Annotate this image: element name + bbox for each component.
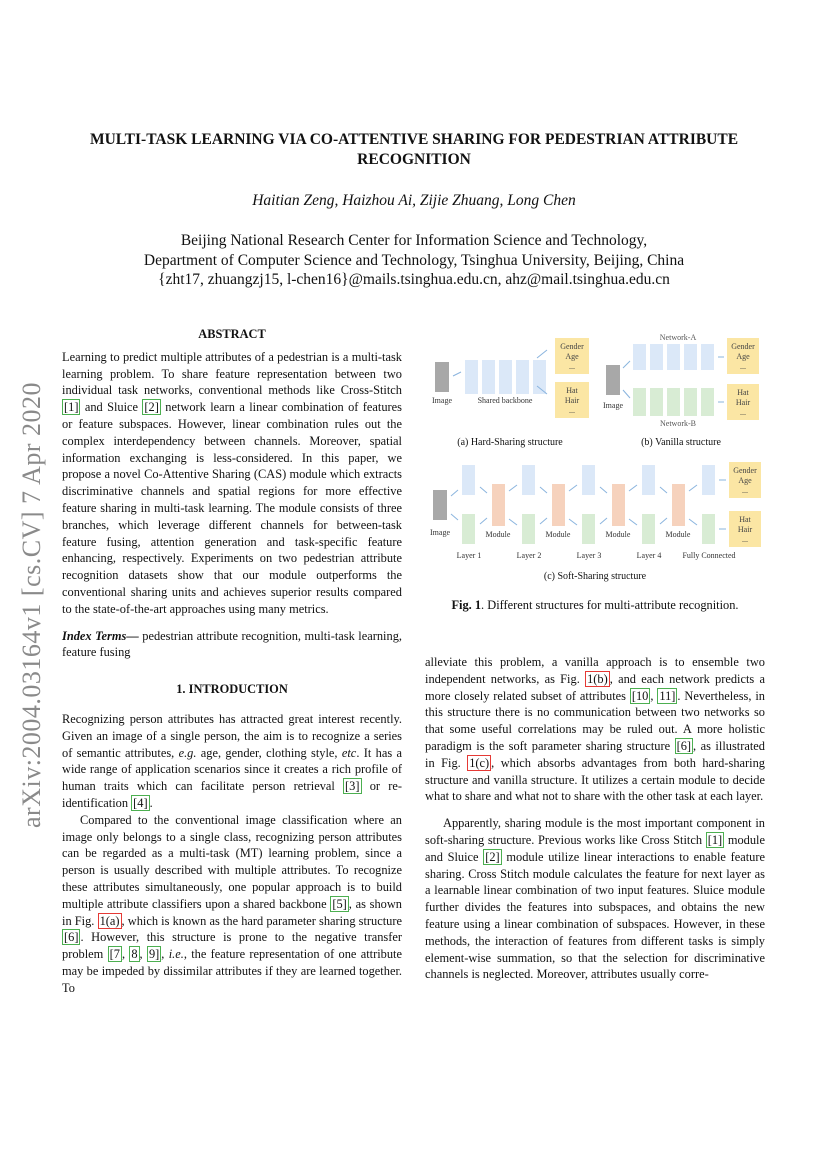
image-label: Image [603, 401, 623, 410]
module-block [492, 484, 505, 526]
figure-diagram [425, 328, 765, 598]
arrow [509, 519, 517, 525]
module-label: Module [545, 530, 571, 539]
net-b-block [701, 388, 714, 416]
arxiv-stamp [8, 370, 56, 840]
net-b-block [684, 388, 697, 416]
net-b-block [667, 388, 680, 416]
input-image-block [606, 365, 620, 395]
net-b-block [633, 388, 646, 416]
net-a-block [701, 344, 714, 370]
module-block [672, 484, 685, 526]
label-hat: Hat [739, 515, 751, 524]
arrow [451, 514, 458, 520]
label-hair: Hair [735, 398, 751, 407]
figure-link[interactable]: 1(c) [469, 755, 490, 770]
citation-link[interactable]: [6] [676, 738, 692, 753]
authors: Haitian Zeng, Haizhou Ai, Zijie Zhuang, Long Chen [252, 192, 576, 209]
net-a-block [650, 344, 663, 370]
arrow [600, 518, 607, 524]
label-dots: ... [742, 535, 748, 544]
layer-block-top [522, 465, 535, 495]
figure-link[interactable]: 1(a) [99, 913, 120, 928]
title-line-1: MULTI-TASK LEARNING VIA CO-ATTENTIVE SHARING FOR PEDESTRIAN ATTRIBUTE [89, 131, 739, 148]
label-dots: ... [569, 406, 575, 415]
abstract-heading: ABSTRACT [198, 327, 266, 341]
module-label: Module [485, 530, 511, 539]
right-column [425, 654, 765, 983]
layer-block-top [582, 465, 595, 495]
label-hat: Hat [737, 388, 749, 397]
citation-link[interactable]: 8 [131, 947, 138, 962]
module-label: Module [665, 530, 691, 539]
layer-2-label: Layer 2 [516, 551, 542, 560]
citation-link[interactable]: [1] [707, 832, 723, 847]
caption-c: (c) Soft-Sharing structure [543, 571, 647, 582]
network-b-label: Network-B [660, 419, 696, 428]
net-a-block [667, 344, 680, 370]
panel-soft-sharing [430, 462, 761, 582]
image-label: Image [432, 396, 452, 405]
arrow [623, 361, 630, 368]
label-dots: ... [569, 362, 575, 371]
arrow [660, 518, 667, 524]
label-hair: Hair [737, 525, 753, 534]
arrow [660, 487, 667, 493]
citation-link[interactable]: [3] [345, 779, 360, 794]
label-age: Age [736, 352, 750, 361]
backbone-block [465, 360, 478, 394]
label-dots: ... [740, 408, 746, 417]
backbone-block [533, 360, 546, 394]
title-line-2: RECOGNITION [357, 151, 471, 168]
module-block [612, 484, 625, 526]
net-a-block [633, 344, 646, 370]
layer-block-bottom [642, 514, 655, 544]
affil-line-1: Beijing National Research Center for Information Science and Technology, [180, 232, 648, 249]
label-age: Age [738, 476, 752, 485]
citation-link[interactable]: [2] [144, 400, 159, 415]
label-hat: Hat [566, 386, 578, 395]
arrow [600, 487, 607, 493]
module-label: Module [605, 530, 631, 539]
shared-backbone-label: Shared backbone [477, 396, 533, 405]
index-terms: Index Terms— pedestrian attribute recognition, multi-task learning, feature fusing [62, 628, 402, 660]
intro-paragraph-2: Compared to the conventional image classification where an image only belongs to a single class, recognizing person attributes can be regarded as a multi-task (MT) learning problem, since a person is usually described with multiple attributes. To recognize these attributes simultaneously, one popular approach is to build multiple attribute classifiers upon a shared backbone [5] , as shown in Fig. 1(a) , which is known as the hard parameter sharing structure [6] . However, this structure is prone to the negative transfer problem [7 , 8 , 9] , i.e., the feature representation of one attribute may be impeded by dissimilar attributes if they are learned together. To [62, 812, 403, 995]
citation-link[interactable]: [5] [332, 896, 347, 911]
right-paragraph-2: Apparently, sharing module is the most important component in soft-sharing structure. Previous works like Cross Stitch [1] module and Sluice [2] module utilize linear interactions to enable feature sharing. Cross Stitch module calculates the feature for next layer as a learnable linear combination of two input features. Sluice module further divides the features into subspaces, and obtains the new feature using a linear combination of subspaces. However, in these methods, the interaction of features from different tasks is simply element-wise summation, so that the selection for discriminative channels is neglected. Moreover, attributes usually corre- [425, 816, 765, 982]
intro-paragraph-1: Recognizing person attributes has attracted great interest recently. Given an image of a single person, the aim is to recognize a series of semantic attributes, e.g. age, gender, clothing style, etc. It has a wide range of application scenarios since it creates a rich profile of human traits which can facilitate person retrieval [3] or re-identification [4] . [62, 711, 402, 810]
backbone-block [499, 360, 512, 394]
arrow [629, 519, 637, 525]
citation-link[interactable]: [1] [64, 400, 79, 415]
arrow [540, 518, 547, 524]
affil-line-3: {zht17, zhuangzj15, l-chen16}@mails.tsinghua.edu.cn, ahz@mail.tsinghua.edu.cn [158, 271, 670, 288]
layer-block-bottom [522, 514, 535, 544]
citation-link[interactable]: [10 [631, 688, 649, 703]
label-dots: ... [742, 486, 748, 495]
arrow [540, 487, 547, 493]
affil-line-2: Department of Computer Science and Technology, Tsinghua University, Beijing, China [143, 251, 685, 269]
layer-block-bottom [582, 514, 595, 544]
figure-1 [425, 328, 765, 618]
citation-link[interactable]: 9] [148, 947, 160, 962]
left-column [62, 326, 402, 996]
arrow [629, 485, 637, 491]
arrow [537, 350, 547, 358]
layer-block-bottom [462, 514, 475, 544]
panel-hard-sharing [432, 338, 589, 448]
network-a-label: Network-A [659, 333, 697, 342]
label-age: Age [565, 352, 579, 361]
citation-link[interactable]: 11] [659, 688, 676, 703]
layer-4-label: Layer 4 [636, 551, 662, 560]
citation-link[interactable]: [4] [133, 795, 148, 810]
arrow [569, 519, 577, 525]
label-hair: Hair [564, 396, 580, 405]
image-label: Image [430, 528, 450, 537]
arxiv-identifier: arXiv:2004.03164v1 [cs.CV] 7 Apr 2020 [17, 381, 46, 829]
paper-title [62, 130, 766, 170]
panel-vanilla [603, 333, 759, 448]
arrow [569, 485, 577, 491]
layer-block-top [462, 465, 475, 495]
input-image-block [435, 362, 449, 392]
arrow [453, 372, 461, 376]
backbone-block [482, 360, 495, 394]
label-gender: Gender [733, 466, 757, 475]
fully-connected-label: Fully Connected [682, 551, 736, 560]
label-gender: Gender [560, 342, 584, 351]
label-gender: Gender [731, 342, 755, 351]
citation-link[interactable]: [2] [485, 849, 500, 864]
label-dots: ... [740, 362, 746, 371]
fc-block-bottom [702, 514, 715, 544]
arrow [480, 518, 487, 524]
net-b-block [650, 388, 663, 416]
arrow [689, 485, 697, 491]
caption-a: (a) Hard-Sharing structure [457, 437, 563, 448]
layer-1-label: Layer 1 [456, 551, 482, 560]
citation-link[interactable]: [7 [109, 947, 120, 962]
layer-3-label: Layer 3 [576, 551, 602, 560]
affiliation [62, 231, 766, 290]
arrow [509, 485, 517, 491]
arrow [480, 487, 487, 493]
caption-b: (b) Vanilla structure [641, 437, 721, 448]
citation-link[interactable]: [6] [64, 930, 79, 945]
figure-link[interactable]: 1(b) [587, 671, 608, 686]
net-a-block [684, 344, 697, 370]
input-image-block [433, 490, 447, 520]
arrow [689, 519, 697, 525]
figure-caption: Fig. 1. Different structures for multi-attribute recognition. [451, 598, 739, 612]
backbone-block [516, 360, 529, 394]
arrow [451, 490, 458, 496]
layer-block-top [642, 465, 655, 495]
abstract-text: Learning to predict multiple attributes of a pedestrian is a multi-task learning problem. To share feature representation between two individual task networks, conventional methods like Cross-Stitch [1] and Sluice [2] network learn a linear combination of features or feature subspaces. However, linear combination rules out the complex interdependency between channels. Moreover, spatial information exchanging is less-considered. In this paper, we propose a novel Co-Attentive Sharing (CAS) module which extracts discriminative channels and spatial regions for more effective feature sharing in multi-task learning. The module consists of three branches, which leverage different channels for between-task feature fusing, attention generation and task-specific feature enhancing, respectively. Experiments on two pedestrian attribute recognition datasets show that our module outperforms the conventional sharing units and achieves superior results compared to the state-of-the-art approaches using many metrics. [62, 349, 402, 616]
module-block [552, 484, 565, 526]
intro-heading: 1. INTRODUCTION [176, 682, 288, 697]
right-paragraph-1: alleviate this problem, a vanilla approach is to ensemble two independent networks, as Fig. 1(b) , and each network predicts a more closely related subset of attributes [10 , 11] . Nevertheless, in this structure there is no communication between two networks so that some useful correlations may be ruled out. A more holistic paradigm is the soft parameter sharing structure [6] , as illustrated in Fig. 1(c) , which absorbs advantages from both hard-sharing structure and vanilla structure. It utilizes a certain module to decide what to share and what not to share with the other task at each layer. [425, 655, 766, 804]
arrow [623, 390, 630, 398]
fc-block-top [702, 465, 715, 495]
